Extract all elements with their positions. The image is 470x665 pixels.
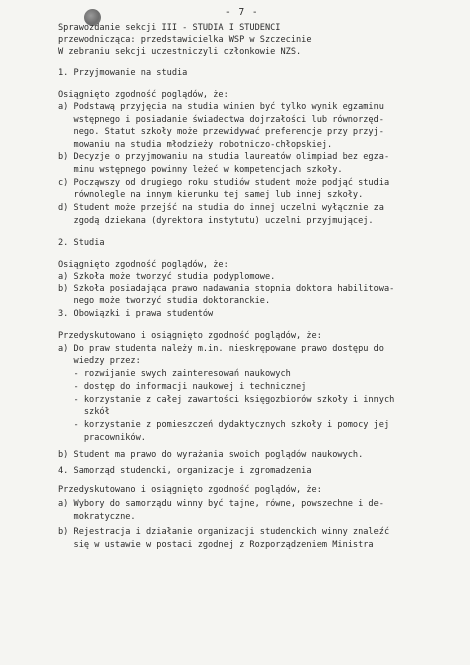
text-line: wiedzy przez: bbox=[58, 356, 141, 366]
text-line: b) Szkoła posiadająca prawo nadawania stopnia doktora habilitowa- bbox=[58, 284, 395, 294]
text-line: się w ustawie w postaci zgodnej z Rozporządzeniem Ministra bbox=[58, 540, 374, 550]
chairperson-line: przewodnicząca: przedstawicielka WSP w Szczecinie bbox=[58, 35, 312, 45]
text-line: zgodą dziekana (dyrektora instytutu) uczelni przyjmującej. bbox=[58, 216, 374, 226]
list-item: - korzystanie z pomieszczeń dydaktycznych szkoły i pomocy jej bbox=[58, 420, 390, 430]
section-heading-3: 3. Obowiązki i prawa studentów bbox=[58, 309, 214, 319]
section-heading-4: 4. Samorząd studencki, organizacje i zgromadzenia bbox=[58, 466, 312, 476]
list-item: - dostęp do informacji naukowej i technicznej bbox=[58, 382, 307, 392]
agreement-intro: Osiągnięto zgodność poglądów, że: bbox=[58, 90, 229, 100]
text-line: a) Szkoła może tworzyć studia podyplomowe. bbox=[58, 272, 276, 282]
text-line: wstępnego i posiadanie świadectwa dojrzałości lub równorzęd- bbox=[58, 115, 384, 125]
text-line: a) Podstawą przyjęcia na studia winien być tylko wynik egzaminu bbox=[58, 102, 384, 112]
page-number: - 7 - bbox=[225, 7, 259, 18]
text-line: minu wstępnego powinny leżeć w kompetencjach szkoły. bbox=[58, 165, 343, 175]
text-line: mowaniu na studia młodzieży robotniczo-chłopskiej. bbox=[58, 140, 333, 150]
list-item: - korzystanie z całej zawartości księgozbiorów szkoły i innych bbox=[58, 395, 395, 405]
agreement-intro: Osiągnięto zgodność poglądów, że: bbox=[58, 260, 229, 270]
text-line: a) Wybory do samorządu winny być tajne, równe, powszechne i de- bbox=[58, 499, 384, 509]
section-heading-2: 2. Studia bbox=[58, 238, 105, 248]
report-title: Sprawozdanie sekcji III - STUDIA I STUDENCI bbox=[58, 23, 281, 33]
text-line: szkół bbox=[58, 407, 110, 417]
text-line: równolegle na innym kierunku tej samej lub innej szkoły. bbox=[58, 190, 364, 200]
text-line: d) Student może przejść na studia do innej uczelni wyłącznie za bbox=[58, 203, 384, 213]
list-item: - rozwijanie swych zainteresowań naukowych bbox=[58, 369, 291, 379]
agreement-intro: Przedyskutowano i osiągnięto zgodność poglądów, że: bbox=[58, 485, 322, 495]
text-line: a) Do praw studenta należy m.in. nieskrępowane prawo dostępu do bbox=[58, 344, 384, 354]
text-line: nego może tworzyć studia doktoranckie. bbox=[58, 296, 271, 306]
agreement-intro: Przedyskutowano i osiągnięto zgodność poglądów, że: bbox=[58, 331, 322, 341]
participants-line: W zebraniu sekcji uczestniczyli członkowie NZS. bbox=[58, 47, 302, 57]
text-line: mokratyczne. bbox=[58, 512, 136, 522]
text-line: b) Student ma prawo do wyrażania swoich poglądów naukowych. bbox=[58, 450, 364, 460]
text-line: b) Rejestracja i działanie organizacji studenckich winny znaleźć bbox=[58, 527, 390, 537]
text-line: pracowników. bbox=[58, 433, 146, 443]
section-heading-1: 1. Przyjmowanie na studia bbox=[58, 68, 188, 78]
text-line: b) Decyzje o przyjmowaniu na studia laureatów olimpiad bez egza- bbox=[58, 152, 390, 162]
text-line: c) Począwszy od drugiego roku studiów student może podjąć studia bbox=[58, 178, 390, 188]
text-line: nego. Statut szkoły może przewidywać preferencje przy przyj- bbox=[58, 127, 384, 137]
